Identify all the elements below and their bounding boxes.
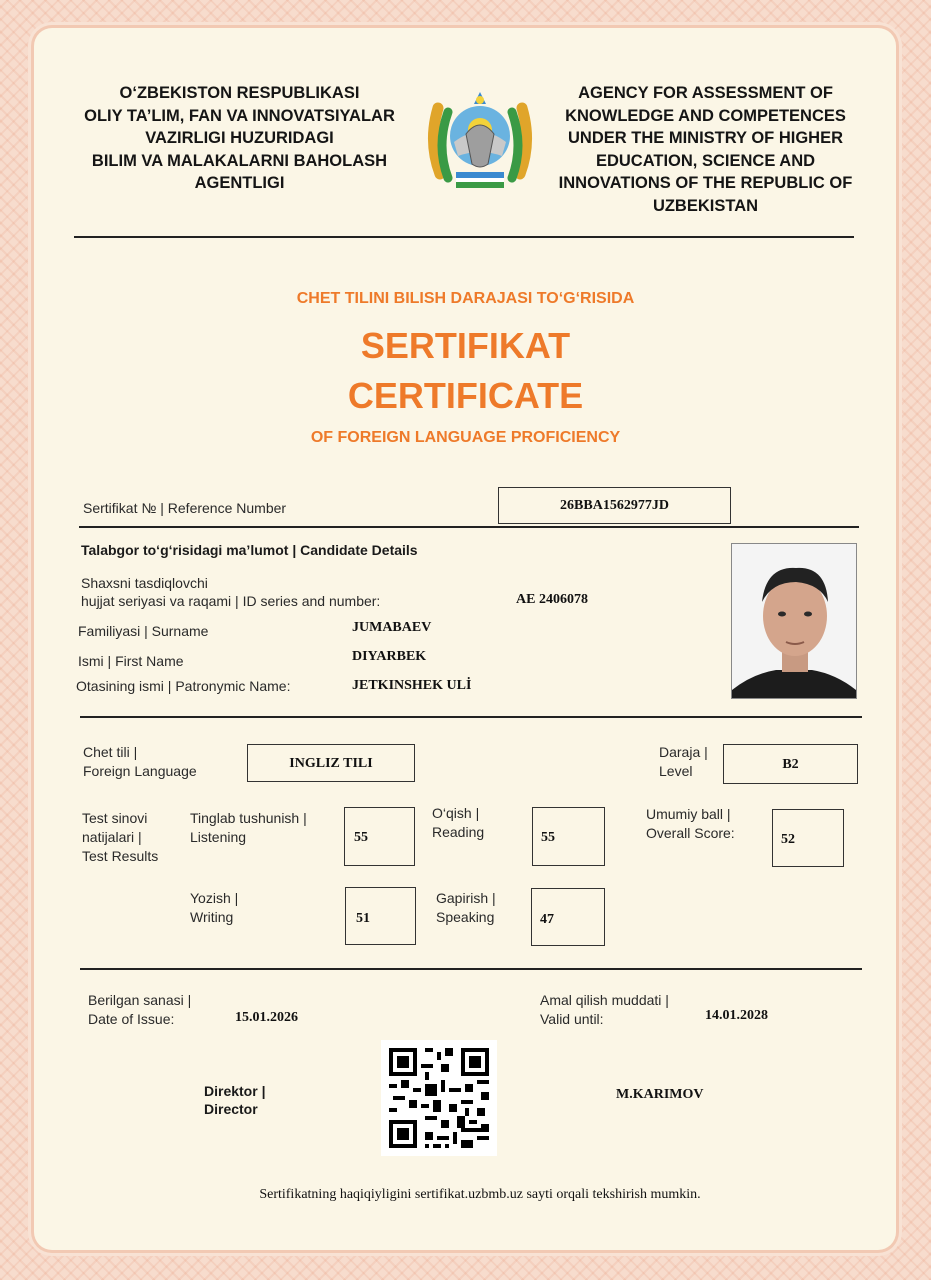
reference-label: Sertifikat № | Reference Number	[83, 500, 287, 516]
speaking-label-line1: Gapirish |	[436, 890, 496, 906]
language-value: INGLIZ TILI	[289, 756, 373, 771]
header-left-line: O‘ZBEKISTON RESPUBLIKASI	[119, 84, 360, 102]
divider	[74, 236, 854, 238]
issue-date-value: 15.01.2026	[235, 1010, 298, 1025]
header-right-line: UNDER THE MINISTRY OF HIGHER	[567, 129, 843, 147]
header-right-line: EDUCATION, SCIENCE AND	[595, 151, 816, 170]
patronymic-label: Otasining ismi | Patronymic Name:	[76, 678, 291, 694]
divider	[80, 716, 862, 718]
verification-note: Sertifikatning haqiqiyligini sertifikat.uzbmb.uz sayti orqali tekshirish mumkin.	[259, 1187, 701, 1202]
header-left-line: AGENTLIGI	[194, 174, 285, 192]
speaking-score-box	[531, 888, 605, 946]
listening-score-box	[344, 807, 415, 866]
speaking-label-line2: Speaking	[436, 909, 495, 925]
header-left-line: BILIM VA MALAKALARNI BAHOLASH	[91, 151, 388, 170]
divider	[79, 526, 859, 528]
header-right-line: INNOVATIONS OF THE REPUBLIC OF	[558, 174, 853, 192]
subtitle-en: OF FOREIGN LANGUAGE PROFICIENCY	[310, 429, 621, 446]
valid-until-label-line1: Amal qilish muddati |	[540, 992, 669, 1008]
writing-score-box	[345, 887, 416, 945]
director-label-line1: Direktor |	[204, 1083, 266, 1099]
reference-box	[498, 487, 731, 524]
header-left-agency-uz	[62, 82, 417, 195]
speaking-score: 47	[540, 912, 554, 927]
language-box	[247, 744, 415, 782]
director-name: M.KARIMOV	[616, 1087, 704, 1102]
listening-label-line1: Tinglab tushunish |	[190, 810, 307, 826]
header-right-line: UZBEKISTAN	[652, 196, 759, 215]
header-left-line: VAZIRLIGI HUZURIDAGI	[145, 129, 334, 147]
header-right-agency-en	[543, 82, 868, 217]
results-label-line2: natijalari |	[82, 829, 142, 845]
valid-until-value: 14.01.2028	[705, 1008, 768, 1023]
language-label-line2: Foreign Language	[83, 763, 197, 779]
listening-score: 55	[354, 830, 368, 845]
overall-score: 52	[781, 832, 795, 847]
reading-label-line2: Reading	[432, 824, 485, 840]
surname-value: JUMABAEV	[352, 620, 432, 635]
overall-label-line1: Umumiy ball |	[646, 806, 731, 822]
writing-label-line1: Yozish |	[190, 890, 239, 906]
header-left-line: OLIY TA’LIM, FAN VA INNOVATSIYALAR	[84, 106, 395, 125]
results-label-line1: Test sinovi	[82, 810, 148, 826]
language-label-line1: Chet tili |	[83, 744, 138, 760]
level-box	[723, 744, 858, 784]
surname-label: Familiyasi | Surname	[78, 623, 209, 639]
id-label-line1: Shaxsni tasdiqlovchi	[81, 575, 208, 591]
id-label-line2: hujjat seriyasi va raqami | ID series and number:	[81, 593, 381, 609]
level-label-line1: Daraja |	[659, 744, 708, 760]
candidate-photo	[731, 543, 857, 699]
candidate-section-title: Talabgor to‘g‘risidagi ma’lumot | Candidate Details	[81, 542, 418, 558]
results-label-line3: Test Results	[82, 848, 159, 864]
title-certificate: CERTIFICATE	[347, 375, 584, 416]
reading-label-line1: O‘qish |	[432, 805, 480, 821]
overall-score-box	[772, 809, 844, 867]
reading-score-box	[532, 807, 605, 866]
id-value: AE 2406078	[516, 592, 588, 607]
writing-label-line2: Writing	[190, 909, 234, 925]
director-label-line2: Director	[204, 1101, 258, 1117]
title-sertifikat: SERTIFIKAT	[360, 325, 571, 366]
reading-score: 55	[541, 830, 555, 845]
level-label-line2: Level	[659, 763, 693, 779]
valid-until-label-line2: Valid until:	[540, 1011, 604, 1027]
verification-qr-code[interactable]	[381, 1040, 497, 1156]
overall-label-line2: Overall Score:	[646, 825, 735, 841]
first-name-value: DIYARBEK	[352, 649, 427, 664]
issue-date-label-line2: Date of Issue:	[88, 1011, 175, 1027]
header-right-line: AGENCY FOR ASSESSMENT OF	[578, 84, 833, 102]
header-right-line: KNOWLEDGE AND COMPETENCES	[565, 106, 846, 125]
first-name-label: Ismi | First Name	[78, 653, 184, 669]
level-value: B2	[782, 757, 799, 772]
patronymic-value: JETKINSHEK ULİ	[352, 678, 472, 693]
listening-label-line2: Listening	[190, 829, 247, 845]
state-emblem-icon	[426, 86, 534, 198]
writing-score: 51	[356, 911, 370, 926]
divider	[80, 968, 862, 970]
issue-date-label-line1: Berilgan sanasi |	[88, 992, 192, 1008]
subtitle-uz: CHET TILINI BILISH DARAJASI TO‘G‘RISIDA	[296, 290, 635, 307]
reference-value: 26BBA1562977JD	[560, 498, 669, 513]
